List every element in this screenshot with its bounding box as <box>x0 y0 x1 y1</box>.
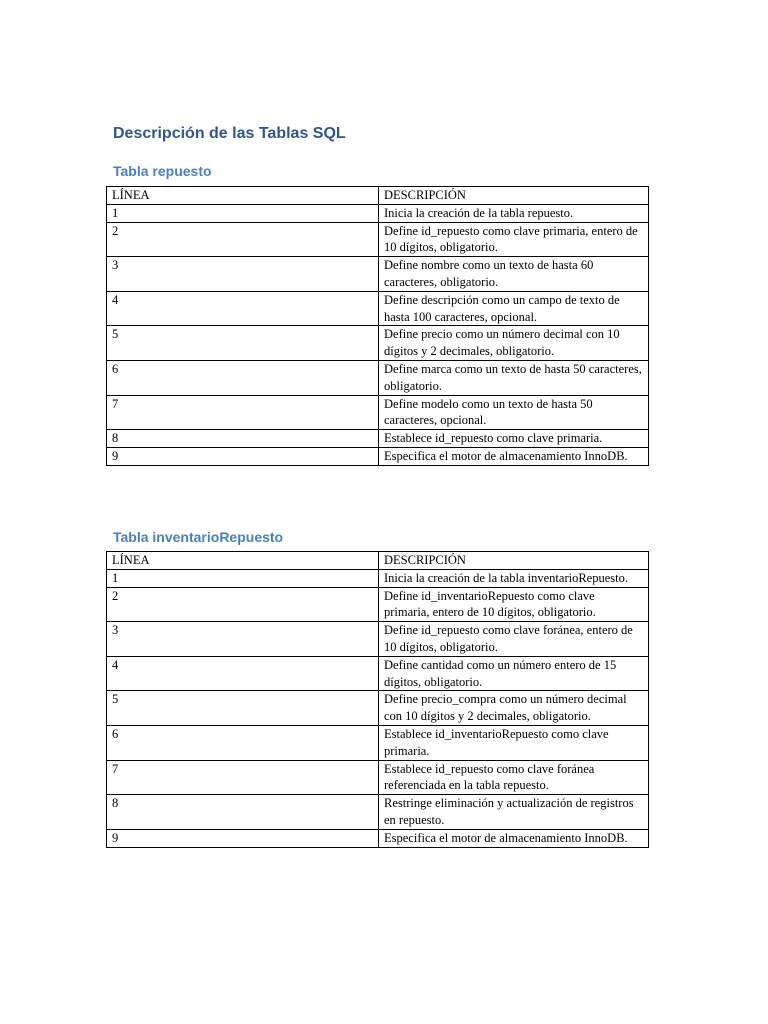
header-linea: LÍNEA <box>107 187 379 205</box>
line-description: Inicia la creación de la tabla inventarioRepuesto. <box>379 569 649 587</box>
table-row <box>107 829 649 847</box>
table-row <box>107 257 649 292</box>
table-row <box>107 360 649 395</box>
line-description: Define id_inventarioRepuesto como clave primaria, entero de 10 dígitos, obligatorio. <box>379 587 649 622</box>
line-number: 9 <box>107 447 379 465</box>
line-description: Define precio como un número decimal con 10 dígitos y 2 decimales, obligatorio. <box>379 326 649 361</box>
line-number: 5 <box>107 326 379 361</box>
line-description: Define id_repuesto como clave primaria, entero de 10 dígitos, obligatorio. <box>379 222 649 257</box>
line-number: 4 <box>107 656 379 691</box>
line-number: 8 <box>107 795 379 830</box>
header-descripcion: DESCRIPCIÓN <box>379 187 649 205</box>
document-title: Descripción de las Tablas SQL <box>113 125 346 142</box>
line-number: 9 <box>107 829 379 847</box>
table-row <box>107 656 649 691</box>
line-description: Especifica el motor de almacenamiento InnoDB. <box>379 829 649 847</box>
line-number: 7 <box>107 760 379 795</box>
table-row <box>107 430 649 448</box>
table-row <box>107 204 649 222</box>
table-header-row <box>107 187 649 205</box>
line-number: 6 <box>107 360 379 395</box>
table-row <box>107 587 649 622</box>
table-repuesto-heading: Tabla repuesto <box>113 163 212 179</box>
table-row <box>107 691 649 726</box>
table-row <box>107 622 649 657</box>
line-number: 4 <box>107 291 379 326</box>
table-inventario-heading: Tabla inventarioRepuesto <box>113 529 284 545</box>
table-row <box>107 222 649 257</box>
line-description: Define precio_compra como un número decimal con 10 dígitos y 2 decimales, obligatorio. <box>379 691 649 726</box>
table-row <box>107 447 649 465</box>
line-number: 2 <box>107 222 379 257</box>
line-number: 6 <box>107 725 379 760</box>
line-description: Establece id_repuesto como clave foránea referenciada en la tabla repuesto. <box>379 760 649 795</box>
header-descripcion: DESCRIPCIÓN <box>379 552 649 570</box>
line-number: 8 <box>107 430 379 448</box>
line-description: Establece id_repuesto como clave primaria. <box>379 430 649 448</box>
line-description: Especifica el motor de almacenamiento InnoDB. <box>379 447 649 465</box>
line-description: Define marca como un texto de hasta 50 caracteres, obligatorio. <box>379 360 649 395</box>
table-repuesto <box>106 186 649 466</box>
table-row <box>107 760 649 795</box>
line-description: Define cantidad como un número entero de 15 dígitos, obligatorio. <box>379 656 649 691</box>
line-description: Inicia la creación de la tabla repuesto. <box>379 204 649 222</box>
table-row <box>107 725 649 760</box>
table-header-row <box>107 552 649 570</box>
line-number: 3 <box>107 622 379 657</box>
line-description: Restringe eliminación y actualización de registros en repuesto. <box>379 795 649 830</box>
line-number: 3 <box>107 257 379 292</box>
line-description: Define id_repuesto como clave foránea, entero de 10 dígitos, obligatorio. <box>379 622 649 657</box>
table-inventario-repuesto <box>106 551 649 848</box>
line-number: 2 <box>107 587 379 622</box>
line-number: 1 <box>107 204 379 222</box>
table-row <box>107 291 649 326</box>
line-number: 1 <box>107 569 379 587</box>
line-description: Define nombre como un texto de hasta 60 caracteres, obligatorio. <box>379 257 649 292</box>
line-description: Define modelo como un texto de hasta 50 caracteres, opcional. <box>379 395 649 430</box>
header-linea: LÍNEA <box>107 552 379 570</box>
line-number: 7 <box>107 395 379 430</box>
table-row <box>107 395 649 430</box>
line-description: Establece id_inventarioRepuesto como clave primaria. <box>379 725 649 760</box>
table-row <box>107 795 649 830</box>
table-row <box>107 326 649 361</box>
line-number: 5 <box>107 691 379 726</box>
table-row <box>107 569 649 587</box>
line-description: Define descripción como un campo de texto de hasta 100 caracteres, opcional. <box>379 291 649 326</box>
